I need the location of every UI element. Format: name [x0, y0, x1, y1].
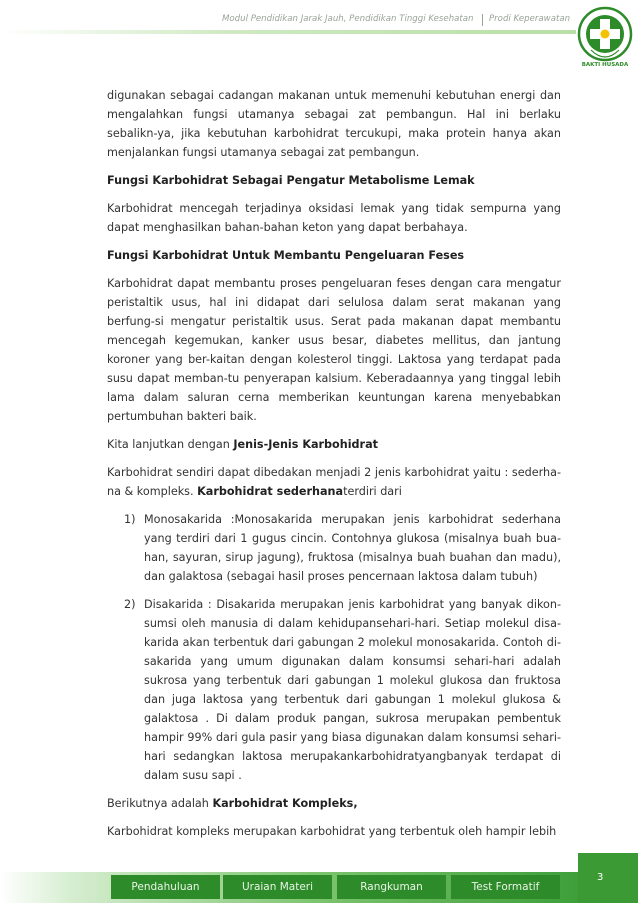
- nav-rangkuman-button[interactable]: Rangkuman: [337, 875, 446, 899]
- paragraph-6: [107, 794, 561, 813]
- list-item-text: Monosakarida :Monosakarida merupakan jenis karbohidrat sederhana yang terdiri dari 1 gugus cincin. Contohnya glukosa (misalnya buah bua-han, sayuran, sirup jagung), fruktosa (misalnya buah buahan dan madu), dan galaktosa (sebagai hasil proses pencernaan laktosa dalam tubuh): [144, 513, 561, 583]
- karbohidrat-sederhana-list: [107, 510, 561, 785]
- p6-bold: Karbohidrat Kompleks,: [212, 797, 358, 810]
- paragraph-1: digunakan sebagai cadangan makanan untuk memenuhi kebutuhan energi dan mengalahkan fungsi utamanya sebagai zat pembangun. Hal ini berlaku sebalikn-ya, jika kebutuhan karbohidrat tercukupi, maka protein hanya akan menjalankan fungsi utamanya sebagai zat pembangun.: [107, 89, 561, 159]
- paragraph-5: [107, 463, 561, 501]
- header-green-bar: [0, 30, 576, 34]
- p6-text: Berikutnya adalah: [107, 797, 213, 810]
- running-header: [222, 14, 571, 24]
- page-number-box: [578, 853, 638, 903]
- p5-bold: Karbohidrat sederhana: [197, 485, 344, 498]
- list-item: [107, 510, 561, 586]
- heading-metabolisme-lemak: Fungsi Karbohidrat Sebagai Pengatur Metabolisme Lemak: [107, 174, 475, 187]
- paragraph-2: Karbohidrat mencegah terjadinya oksidasi lemak yang tidak sempurna yang dapat menghasilkan bahan-bahan keton yang dapat berbahaya.: [107, 202, 561, 234]
- main-content: [107, 86, 561, 850]
- list-item: [107, 595, 561, 785]
- list-item-number: 2): [124, 598, 136, 611]
- header-divider: [482, 14, 483, 26]
- paragraph-7: Karbohidrat kompleks merupakan karbohidrat yang terbentuk oleh hampir lebih: [107, 825, 557, 838]
- header-title-left: Modul Pendidikan Jarak Jauh, Pendidikan Tinggi Kesehatan: [222, 14, 474, 24]
- p5-suffix: terdiri dari: [343, 485, 402, 498]
- p5-text: Karbohidrat sendiri dapat dibedakan menjadi 2 jenis karbohidrat yaitu : sederha-na & kompleks.: [107, 466, 561, 498]
- header-title-right: Prodi Keperawatan: [488, 14, 571, 24]
- paragraph-4: [107, 435, 561, 454]
- paragraph-3: Karbohidrat dapat membantu proses pengeluaran feses dengan cara mengatur peristaltik usus, hal ini didapat dari selulosa dalam serat makanan yang berfung-si mengatur peristaltik usus. Serat pada makanan dapat membantu mencegah kegemukan, kanker usus besar, diabetes mellitus, dan jantung koroner yang ber-kaitan dengan kolesterol tinggi. Laktosa yang terdapat pada susu dapat memban-tu penyerapan kalsium. Keberadaannya yang tinggal lebih lama dalam saluran cerna memberikan keuntungan karena menyebabkan pertumbuhan bakteri baik.: [107, 277, 561, 423]
- nav-pendahuluan-button[interactable]: Pendahuluan: [111, 875, 220, 899]
- bakti-husada-logo: [577, 6, 633, 68]
- heading-pengeluaran-feses: Fungsi Karbohidrat Untuk Membantu Pengeluaran Feses: [107, 249, 465, 262]
- p4-text: Kita lanjutkan dengan: [107, 438, 234, 451]
- page-number: 3: [597, 872, 604, 883]
- nav-uraian-materi-button[interactable]: Uraian Materi: [223, 875, 332, 899]
- p4-bold: Jenis-Jenis Karbohidrat: [233, 438, 378, 451]
- list-item-number: 1): [124, 513, 136, 526]
- list-item-text: Disakarida : Disakarida merupakan jenis karbohidrat yang banyak dikon-sumsi oleh manusia di dalam kehidupansehari-hari. Setiap molekul disa-karida akan terbentuk dari gabungan 2 molekul monosakarida. Contoh di-sakarida yang umum digunakan dalam konsumsi sehari-hari adalah sukrosa yang terbentuk dari gabungan 1 molekul glukosa dan fruktosa dan juga laktosa yang terbentuk dari gabungan 1 molekul glukosa & galaktosa . Di dalam produk pangan, sukrosa merupakan pembentuk hampir 99% dari gula pasir yang biasa digunakan dalam konsumsi sehari-hari sedangkan laktosa merupakankarbohidratyangbanyak terdapat di dalam susu sapi .: [144, 598, 561, 782]
- svg-text:BAKTI HUSADA: BAKTI HUSADA: [581, 62, 629, 68]
- nav-test-formatif-button[interactable]: Test Formatif: [451, 875, 560, 899]
